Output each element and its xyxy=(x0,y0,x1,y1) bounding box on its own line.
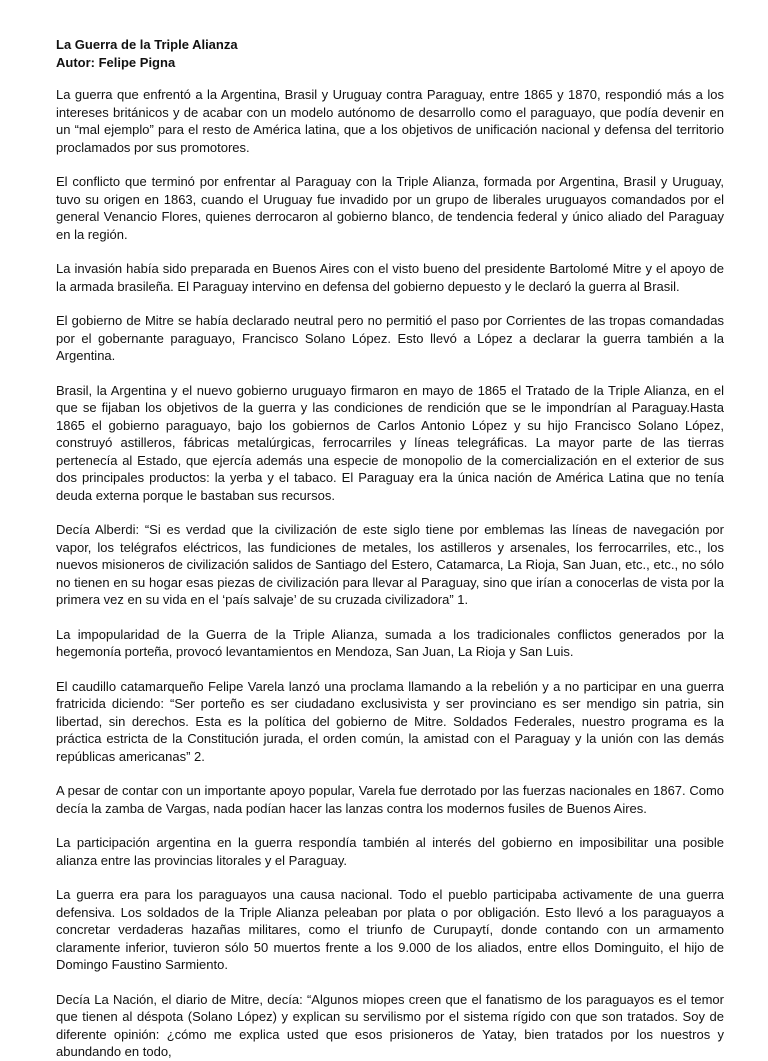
paragraph-5: Brasil, la Argentina y el nuevo gobierno uruguayo firmaron en mayo de 1865 el Tratado de la Triple Alianza, en el que se fijaban los objetivos de la guerra y las condiciones de rendición que se le impondrían al Paraguay.Hasta 1865 el gobierno paraguayo, bajo los gobiernos de Carlos Antonio López y su hijo Francisco Solano López, construyó astilleros, fábricas metalúrgicas, ferrocarriles y líneas telegráficas. La mayor parte de las tierras pertenecía al Estado, que ejercía además una especie de monopolio de la comercialización en el exterior de sus dos principales productos: la yerba y el tabaco. El Paraguay era la única nación de América Latina que no tenía deuda externa porque le bastaban sus recursos. xyxy=(56,382,724,503)
paragraph-6: Decía Alberdi: “Si es verdad que la civilización de este siglo tiene por emblemas las líneas de navegación por vapor, los telégrafos eléctricos, las fundiciones de metales, los astilleros y arsenales, los ferrocarriles, etc., los nuevos misioneros de civilización salidos de Santiago del Estero, Catamarca, La Rioja, San Juan, etc., etc., no sólo no tienen en su hogar esas piezas de civilización para llevar al Paraguay, sino que irían a conocerlas de vista por la primera vez en su vida en el ‘país salvaje’ de su cruzada civilizadora” 1. xyxy=(56,522,724,607)
paragraph-2: El conflicto que terminó por enfrentar al Paraguay con la Triple Alianza, formada por Argentina, Brasil y Uruguay, tuvo su origen en 1863, cuando el Uruguay fue invadido por un grupo de liberales uruguayos comandados por el general Venancio Flores, quienes derrocaron al gobierno blanco, de tendencia federal y único aliado del Paraguay en la región. xyxy=(56,174,724,242)
paragraph-10: La participación argentina en la guerra respondía también al interés del gobierno en imposibilitar una posible alianza entre las provincias litorales y el Paraguay. xyxy=(56,835,724,868)
document-title: La Guerra de la Triple Alianza xyxy=(56,37,238,52)
paragraph-3: La invasión había sido preparada en Buenos Aires con el visto bueno del presidente Bartolomé Mitre y el apoyo de la armada brasileña. El Paraguay intervino en defensa del gobierno depuesto y le declaró la guerra al Brasil. xyxy=(56,261,724,294)
document-author: Autor: Felipe Pigna xyxy=(56,54,176,70)
paragraph-12: Decía La Nación, el diario de Mitre, decía: “Algunos miopes creen que el fanatismo de los paraguayos es el temor que tienen al déspota (Solano López) y explican su servilismo por el sistema rígido con que son tratados. Soy de diferente opinión: ¿cómo me explica usted que esos prisioneros de Yatay, bien tratados por los nuestros y abundando en todo, xyxy=(56,991,724,1059)
paragraph-8: El caudillo catamarqueño Felipe Varela lanzó una proclama llamando a la rebelión y a no participar en una guerra fratricida diciendo: “Ser porteño es ser ciudadano exclusivista y ser provinciano es ser mendigo sin patria, sin libertad, sin derechos. Esta es la política del gobierno de Mitre. Soldados Federales, nuestro programa es la práctica estricta de la Constitución jurada, el orden común, la amistad con el Paraguay y la unión con las demás repúblicas americanas” 2. xyxy=(56,678,724,764)
paragraph-11: La guerra era para los paraguayos una causa nacional. Todo el pueblo participaba activamente de una guerra defensiva. Los soldados de la Triple Alianza peleaban por plata o por obligación. Esto llevó a los paraguayos a concretar verdaderas hazañas militares, como el triunfo de Curupaytí, donde contando con un armamento claramente inferior, tuvieron sólo 50 muertos frente a los 9.000 de los aliados, entre ellos Dominguito, el hijo de Domingo Faustino Sarmiento. xyxy=(56,887,724,972)
paragraph-4: El gobierno de Mitre se había declarado neutral pero no permitió el paso por Corrientes de las tropas comandadas por el gobernante paraguayo, Francisco Solano López. Esto llevó a López a declarar la guerra también a la Argentina. xyxy=(56,313,724,363)
paragraph-1: La guerra que enfrentó a la Argentina, Brasil y Uruguay contra Paraguay, entre 1865 y 1870, respondió más a los intereses británicos y de acabar con un modelo autónomo de desarrollo como el paraguayo, que podía devenir en un “mal ejemplo” para el resto de América latina, que a los objetivos de unificación nacional y defensa del territorio proclamados por sus promotores. xyxy=(56,87,724,155)
document-page xyxy=(56,36,724,1061)
paragraph-9: A pesar de contar con un importante apoyo popular, Varela fue derrotado por las fuerzas nacionales en 1867. Como decía la zamba de Vargas, nada podían hacer las lanzas contra los modernos fusiles de Buenos Aires. xyxy=(56,783,724,816)
paragraph-7: La impopularidad de la Guerra de la Triple Alianza, sumada a los tradicionales conflictos generados por la hegemonía porteña, provocó levantamientos en Mendoza, San Juan, La Rioja y San Luis. xyxy=(56,626,724,659)
